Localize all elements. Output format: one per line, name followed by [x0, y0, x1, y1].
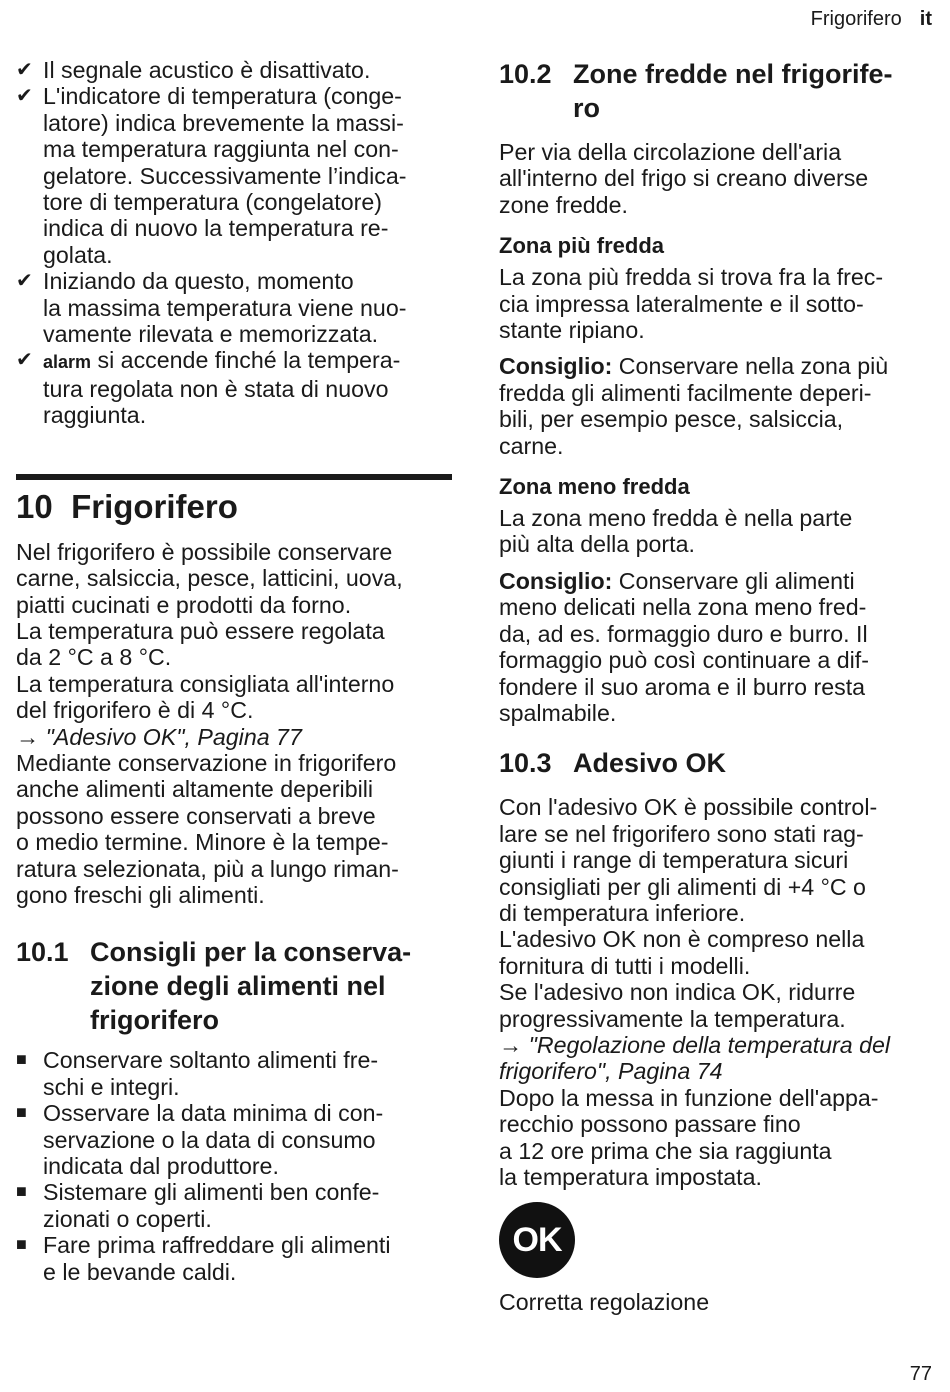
status-check-list [16, 57, 452, 429]
header-language: it [919, 8, 932, 30]
checkmark-icon: ✔ [16, 85, 33, 108]
left-column [16, 57, 452, 1285]
check-item [16, 57, 452, 83]
page-number: 77 [909, 1363, 932, 1385]
less-cold-zone-tip [499, 568, 935, 726]
square-bullet-icon: ■ [16, 1234, 27, 1255]
section-paragraph: Mediante conservazione in frigorifero anche alimenti altamente deperibili possono essere conservati a breve o medio termine. Minore è la tempe- ratura selezionata, più a lungo riman- gono freschi gli alimenti. [16, 749, 399, 908]
section-number: 10 [16, 487, 53, 525]
subsection-intro: Per via della circolazione dell'aria all'interno del frigo si creano diverse zone fredde. [499, 139, 869, 218]
tips-bullet-list [16, 1047, 452, 1285]
bullet-item [16, 1047, 452, 1100]
tip-text: Conservare gli alimenti meno delicati nella zona meno fred- da, ad es. formaggio duro e burro. Il formaggio può così continuare a dif- fondere il suo aroma e il burro resta spalmabile. [499, 567, 869, 726]
bullet-item [16, 1179, 452, 1232]
bullet-item [16, 1232, 452, 1285]
less-cold-zone-text: La zona meno fredda è nella parte più alta della porta. [499, 505, 853, 558]
tip-label: Consiglio: [499, 567, 613, 594]
check-item-text: L'indicatore di temperatura (conge- latore) indica brevemente la massi- ma temperatura raggiunta nel con- gelatore. Successivamente l’indica- tore di temperatura (congelatore) indica di nuovo la temperatura re- golata. [43, 83, 407, 268]
bullet-text: Fare prima raffreddare gli alimenti e le bevande caldi. [43, 1232, 391, 1285]
check-item-text: Il segnale acustico è disattivato. [43, 57, 371, 83]
bullet-text: Sistemare gli alimenti ben confe- zionati o coperti. [43, 1179, 380, 1232]
section-heading [16, 487, 452, 527]
coldest-zone-text: La zona più fredda si trova fra la frec- cia impressa lateralmente e il sotto- stante ripiano. [499, 264, 884, 344]
subsection-heading [499, 746, 935, 780]
subsection-number: 10.2 [499, 59, 552, 89]
right-column [499, 57, 935, 1316]
subsection-title: Consigli per la conserva- zione degli alimenti nel frigorifero [90, 937, 412, 1036]
subsection-number: 10.1 [16, 937, 69, 968]
checkmark-icon: ✔ [16, 59, 33, 81]
check-item [16, 347, 452, 428]
section-divider [16, 474, 452, 480]
section-paragraph: Nel frigorifero è possibile conservare carne, salsiccia, pesce, latticini, uova, piatti cucinati e prodotti da forno. La temperatura può essere regolata da 2 °C a 8 °C. La temperatura consigliata all'interno del frigorifero è di 4 °C. [16, 538, 403, 724]
bullet-text: Conservare soltanto alimenti fre- schi e integri. [43, 1047, 379, 1100]
bullet-text: Osservare la data minima di con- servazione o la data di consumo indicata dal produttore. [43, 1100, 384, 1179]
header-title: Frigorifero [810, 8, 902, 30]
subsection-heading [16, 935, 452, 1037]
check-item [16, 83, 452, 268]
ok-sticker-icon: OK [499, 1202, 575, 1278]
square-bullet-icon: ■ [16, 1181, 27, 1202]
cross-reference-link[interactable] [499, 1032, 935, 1085]
cross-reference-text: "Adesivo OK", Pagina 77 [39, 723, 302, 750]
subsection-number: 10.3 [499, 748, 552, 779]
ok-sticker-caption: Corretta regolazione [499, 1289, 710, 1316]
ok-sticker-paragraph: Dopo la messa in funzione dell'appa- recchio possono passare fino a 12 ore prima che sia raggiunta la temperatura impostata. [499, 1084, 879, 1190]
arrow-right-icon: → [499, 1031, 523, 1058]
subsection-title: Zone fredde nel frigorife- ro [573, 59, 893, 123]
arrow-right-icon: → [16, 723, 40, 750]
coldest-zone-heading: Zona più fredda [499, 233, 664, 259]
coldest-zone-tip [499, 353, 935, 459]
square-bullet-icon: ■ [16, 1049, 27, 1070]
page-header [811, 8, 932, 31]
cross-reference-text: "Regolazione della temperatura del frigorifero", Pagina 74 [499, 1031, 891, 1085]
checkmark-icon: ✔ [16, 270, 33, 293]
checkmark-icon: ✔ [16, 349, 33, 372]
check-item-text: si accende finché la tempera- tura regolata non è stata di nuovo raggiunta. [43, 347, 401, 429]
subsection-title: Adesivo OK [573, 748, 727, 779]
check-item-text: Iniziando da questo, momento la massima temperatura viene nuo- vamente rilevata e memorizzata. [43, 268, 407, 348]
cross-reference-link[interactable] [16, 724, 452, 750]
tip-text: Conservare nella zona più fredda gli alimenti facilmente deperi- bili, per esempio pesce, salsiccia, carne. [499, 353, 889, 459]
less-cold-zone-heading: Zona meno fredda [499, 474, 690, 500]
square-bullet-icon: ■ [16, 1102, 27, 1123]
ok-sticker-paragraph: Con l'adesivo OK è possibile control- lare se nel frigorifero sono stati rag- giunti i range di temperatura sicuri consigliati per gli alimenti di +4 °C o di temperatura inferiore. L'adesivo OK non è compreso nella fornitura di tutti i modelli. Se l'adesivo non indica OK, ridurre progressivamente la temperatura. [499, 794, 878, 1032]
alarm-label: alarm [43, 352, 92, 373]
bullet-item [16, 1100, 452, 1179]
subsection-heading [499, 57, 935, 125]
check-item [16, 268, 452, 347]
section-title: Frigorifero [71, 487, 238, 525]
tip-label: Consiglio: [499, 353, 613, 380]
